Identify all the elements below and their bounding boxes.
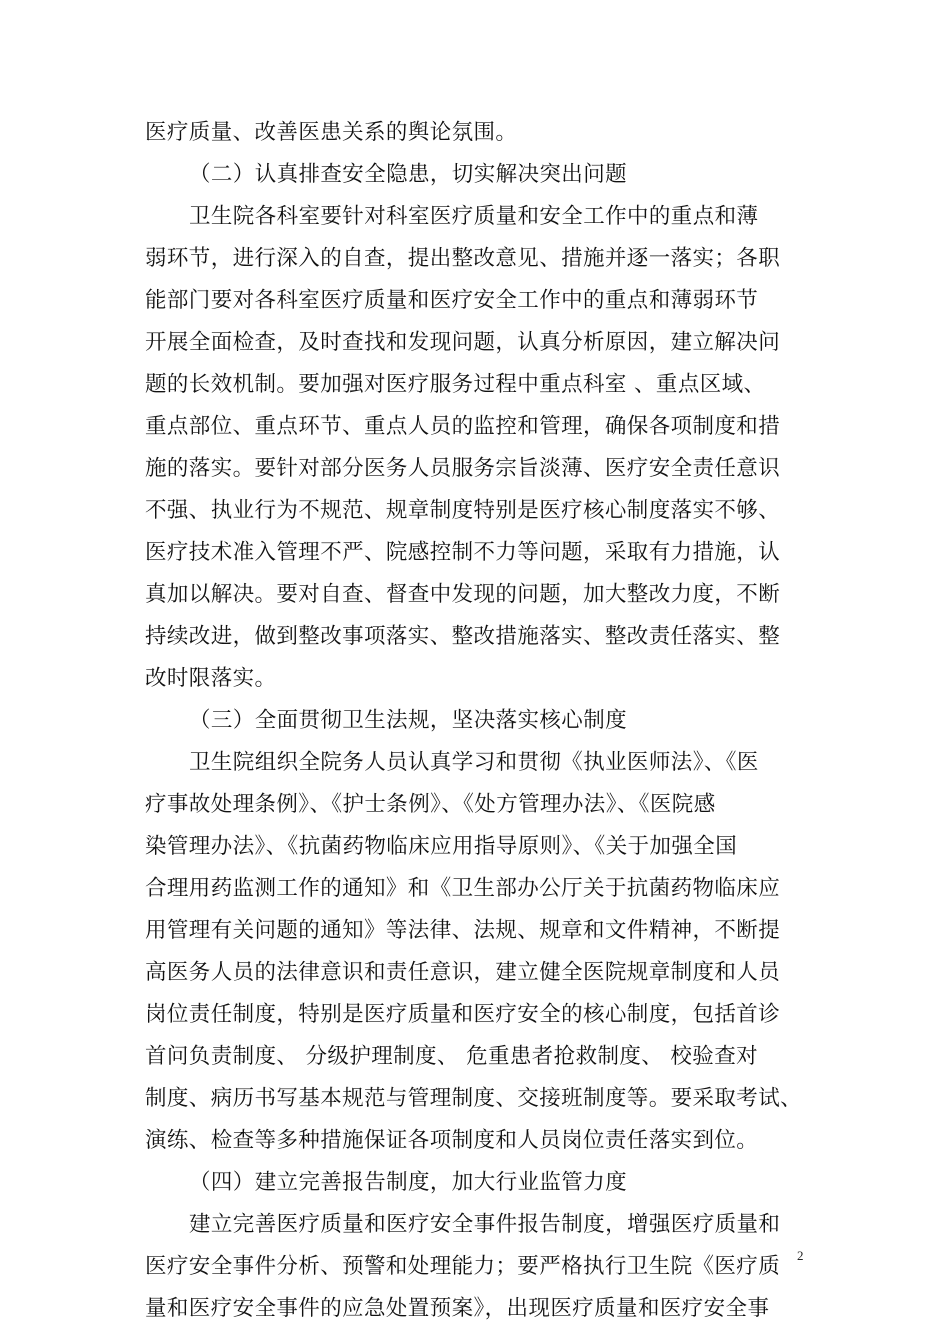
text-line: 医疗技术准入管理不严、院感控制不力等问题，采取有力措施，认 [145, 540, 781, 565]
text-line: 弱环节，进行深入的自查，提出整改意见、措施并逐一落实；各职 [145, 246, 781, 271]
text-line: 用管理有关问题的通知》等法律、法规、规章和文件精神，不断提 [145, 918, 781, 943]
text-line: 高医务人员的法律意识和责任意识，建立健全医院规章制度和人员 [145, 960, 781, 985]
text-line: 能部门要对各科室医疗质量和医疗安全工作中的重点和薄弱环节 [145, 288, 759, 313]
text-line: 持续改进，做到整改事项落实、整改措施落实、整改责任落实、整 [145, 624, 781, 649]
paragraph-first-line: 建立完善医疗质量和医疗安全事件报告制度，增强医疗质量和 [189, 1212, 781, 1237]
text-line: 制度、病历书写基本规范与管理制度、交接班制度等。要采取考试、 [145, 1086, 803, 1111]
body-text [145, 112, 803, 1330]
text-line: 重点部位、重点环节、重点人员的监控和管理，确保各项制度和措 [145, 414, 781, 439]
text-line: 量和医疗安全事件的应急处置预案》，出现医疗质量和医疗安全事 [145, 1296, 770, 1321]
text-line: 染管理办法》、《抗菌药物临床应用指导原则》、《关于加强全国 [145, 834, 738, 859]
page-number: 2 [797, 1248, 804, 1263]
text-line: 合理用药监测工作的通知》和《卫生部办公厅关于抗菌药物临床应 [145, 876, 781, 901]
section-heading: （二）认真排查安全隐患，切实解决突出问题 [189, 162, 628, 187]
section-heading: （三）全面贯彻卫生法规，坚决落实核心制度 [189, 708, 628, 733]
text-line: 改时限落实。 [145, 666, 277, 691]
section-heading: （四）建立完善报告制度，加大行业监管力度 [189, 1170, 628, 1195]
text-line: 不强、执业行为不规范、规章制度特别是医疗核心制度落实不够、 [145, 498, 781, 523]
text-line: 施的落实。要针对部分医务人员服务宗旨淡薄、医疗安全责任意识 [145, 456, 781, 481]
text-line: 岗位责任制度，特别是医疗质量和医疗安全的核心制度，包括首诊 [145, 1002, 781, 1027]
text-line: 真加以解决。要对自查、督查中发现的问题，加大整改力度，不断 [145, 582, 781, 607]
text-line: 医疗安全事件分析、预警和处理能力；要严格执行卫生院《医疗质 [145, 1254, 781, 1279]
paragraph-first-line: 卫生院组织全院务人员认真学习和贯彻《执业医师法》、《医 [189, 750, 759, 775]
text-line: 题的长效机制。要加强对医疗服务过程中重点科室 、重点区域、 [145, 372, 766, 397]
text-line: 疗事故处理条例》、《护士条例》、《处方管理办法》、《医院感 [145, 792, 716, 817]
text-line: 开展全面检查，及时查找和发现问题，认真分析原因，建立解决问 [145, 330, 781, 355]
text-line: 首问负责制度、 分级护理制度、 危重患者抢救制度、 校验查对 [145, 1044, 759, 1069]
paragraph-first-line: 卫生院各科室要针对科室医疗质量和安全工作中的重点和薄 [189, 204, 759, 229]
text-line: 医疗质量、改善医患关系的舆论氛围。 [145, 120, 518, 145]
text-line: 演练、检查等多种措施保证各项制度和人员岗位责任落实到位。 [145, 1128, 759, 1153]
